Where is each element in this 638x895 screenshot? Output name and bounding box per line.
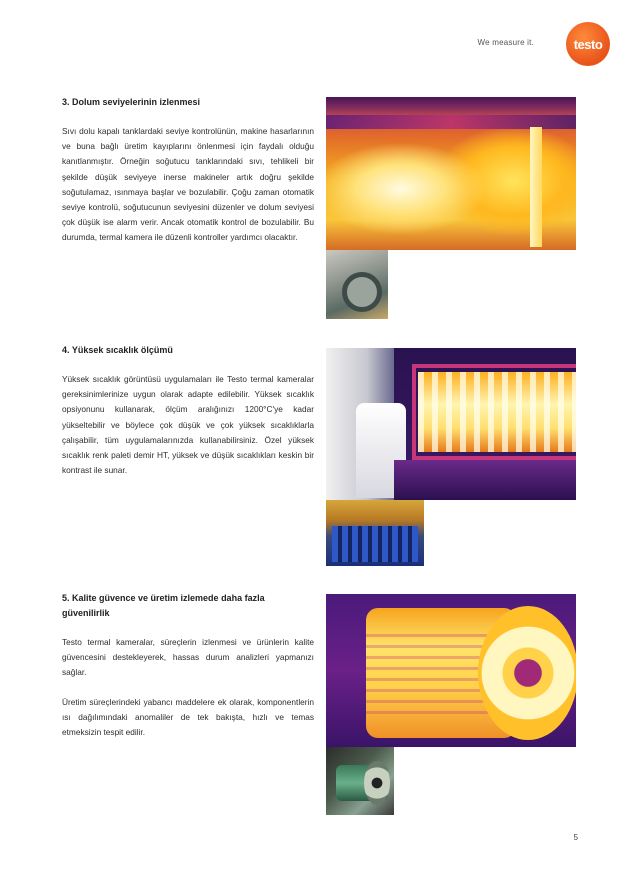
thermal-roll-end	[478, 606, 576, 740]
page-number: 5	[573, 833, 578, 842]
section-high-temperature	[62, 343, 314, 478]
section-heading: 5. Kalite güvence ve üretim izlemede daha fazla güvenilirlik	[62, 593, 265, 618]
furnace-columns	[332, 526, 418, 562]
thermal-roll-lines	[366, 634, 496, 714]
photo-tank	[326, 250, 388, 319]
thermal-image-roller	[326, 594, 576, 747]
tank-valve	[342, 272, 382, 312]
section-paragraph: Testo termal kameralar, süreçlerin izlenmesi ve ürünlerin kalite güvencesini destekleyerek, hassas durum analizleri yapmanızı sağlar.	[62, 637, 314, 678]
photo-furnace	[326, 500, 424, 566]
section-paragraph: Yüksek sıcaklık görüntüsü uygulamaları ile Testo termal kameralar gereksinimlerinize uygun olarak adapte edilebilir. Yüksek sıcaklık opsiyonunu kullanarak, ölçüm aralığınızı 1200°C'ye kadar yükseltebilir ve böylece çok düşük ve çok yüksek sıcaklıklarla çalışabilir, tüm uygulamalarınızda kullanabilirsiniz. Özel yüksek sıcaklık renk paleti demir HT, yüksek ve düşük sıcaklıkları keskin bir kontrast ile sunar.	[62, 374, 314, 476]
brand-tagline: We measure it.	[477, 38, 534, 47]
page-header	[410, 22, 610, 66]
testo-logo	[566, 22, 610, 66]
logo-text: testo	[573, 36, 603, 52]
thermal-image-tank	[326, 97, 576, 250]
thermal-image-furnace	[326, 348, 576, 500]
section-heading: 4. Yüksek sıcaklık ölçümü	[62, 345, 173, 355]
thermal-pipe	[530, 127, 542, 247]
roller-end	[364, 761, 390, 805]
thermal-floor	[394, 460, 576, 500]
section-heading: 3. Dolum seviyelerinin izlenmesi	[62, 97, 201, 107]
section-paragraph: Sıvı dolu kapalı tanklardaki seviye kontrolünün, makine hasarlarının ve buna bağlı üretim kayıplarını önlenmesi için faydalı olduğu kanıtlanmıştır. Örneğin soğutucu tanklarındaki sıvı, tehlikeli bir şekilde düşük seviyeye inerse makineler artık doğru şekilde soğutulamaz, ısınmaya başlar ve bozulabilir. Çoğu zaman otomatik seviye kontrolü, soğutucunun seviyesini düzenler ve dolum seviyesi çok düşük ise alarm verir. Ancak otomatik kontrol de bozulabilir. Bu durumda, termal kamera ile düzenli kontroller yardımcı olacaktır.	[62, 126, 314, 243]
photo-roller	[326, 747, 394, 815]
section-fill-level	[62, 95, 314, 246]
section-paragraph: Üretim süreçlerindeki yabancı maddelere ek olarak, komponentlerin ısı dağılımındaki anomaliler de tek bakışta, hızlı ve temas etmeksizin tespit edilir.	[62, 696, 314, 738]
thermal-hot-zone	[418, 372, 576, 452]
section-quality-assurance	[62, 591, 314, 740]
